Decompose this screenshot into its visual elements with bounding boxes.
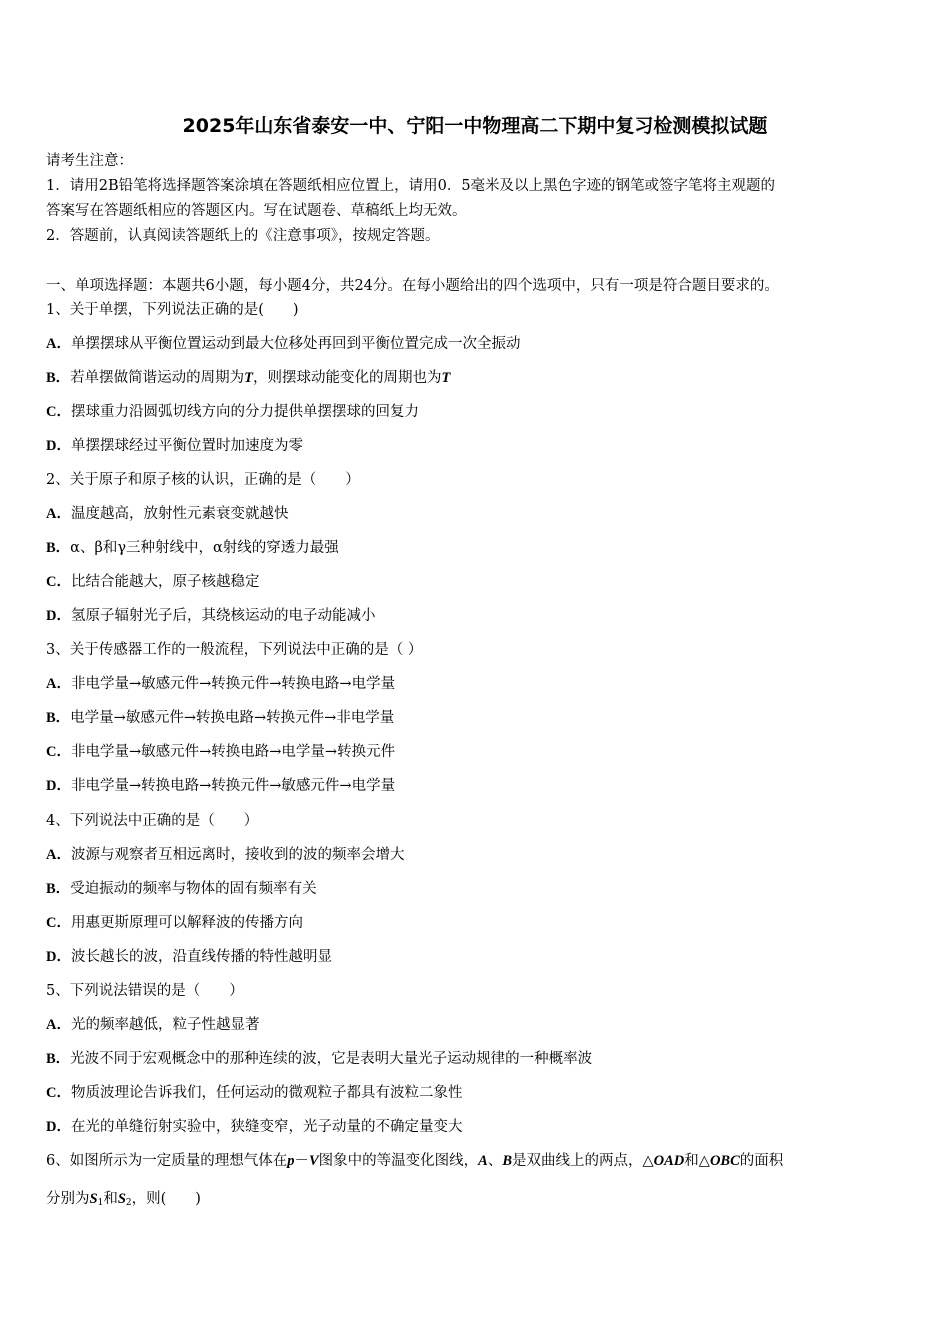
option-letter: D． (46, 778, 71, 794)
subscript-2: 2 (125, 1198, 132, 1208)
option-text: 若单摆做简谐运动的周期为 (70, 370, 245, 386)
question-2-option-b (46, 538, 339, 558)
option-letter: B． (46, 540, 71, 556)
question-6-stem-line-1 (46, 1151, 783, 1171)
question-4-stem: 4、下列说法中正确的是（ ） (46, 813, 259, 829)
option-letter: C． (46, 915, 71, 931)
stem-text: ，则( ) (131, 1191, 201, 1207)
option-text: 比结合能越大，原子核越稳定 (70, 574, 260, 590)
notice-line-1: 1．请用2B铅笔将选择题答案涂填在答题纸相应位置上，请用0．5毫米及以上黑色字迹的钢笔或签字笔将主观题的 (46, 178, 776, 194)
question-3-option-b (46, 708, 394, 728)
option-text: 单摆摆球从平衡位置运动到最大位移处再回到平衡位置完成一次全振动 (70, 336, 521, 352)
area-s1: S (89, 1191, 98, 1207)
option-text: 非电学量→转换电路→转换元件→敏感元件→电学量 (70, 778, 396, 794)
notice-line-3: 2．答题前，认真阅读答题纸上的《注意事项》，按规定答题。 (46, 228, 440, 244)
option-letter: A． (46, 847, 71, 863)
stem-text: 6、如图所示为一定质量的理想气体在 (46, 1153, 288, 1169)
section-heading: 一、单项选择题：本题共6小题，每小题4分，共24分。在每小题给出的四个选项中，只有一项是符合题目要求的。 (46, 278, 779, 294)
option-letter: D． (46, 438, 71, 454)
stem-text: 图象中的等温变化图线， (318, 1153, 479, 1169)
subscript-1: 1 (97, 1198, 104, 1208)
option-text: 电学量→敏感元件→转换电路→转换元件→非电学量 (70, 710, 395, 726)
question-4-option-a (46, 845, 404, 865)
question-1-option-c (46, 402, 419, 422)
option-letter: B． (46, 1051, 71, 1067)
question-4-option-b (46, 879, 317, 899)
option-text: 氢原子辐射光子后，其绕核运动的电子动能减小 (70, 608, 376, 624)
question-1-option-b (46, 368, 450, 388)
stem-text: 分别为 (46, 1191, 90, 1207)
question-2-stem: 2、关于原子和原子核的认识，正确的是（ ） (46, 472, 360, 488)
question-2-option-c (46, 572, 259, 592)
stem-text: － (294, 1153, 309, 1169)
notice-line-2: 答案写在答题纸相应的答题区内。写在试题卷、草稿纸上均无效。 (46, 203, 467, 219)
option-letter: C． (46, 744, 71, 760)
variable-t: T (244, 370, 254, 386)
area-s2: S (117, 1191, 126, 1207)
question-3-option-c (46, 742, 395, 762)
option-letter: C． (46, 1085, 71, 1101)
option-letter: A． (46, 1017, 71, 1033)
question-1-stem: 1、关于单摆，下列说法正确的是( ) (46, 302, 299, 318)
option-text: 波长越长的波，沿直线传播的特性越明显 (70, 949, 332, 965)
option-letter: D． (46, 949, 71, 965)
question-5-stem: 5、下列说法错误的是（ ） (46, 983, 244, 999)
question-1-option-a (46, 334, 520, 354)
option-text: 光波不同于宏观概念中的那种连续的波，它是表明大量光子运动规律的一种概率波 (70, 1051, 593, 1067)
option-letter: D． (46, 1119, 71, 1135)
option-text: α、β和γ三种射线中，α射线的穿透力最强 (70, 540, 339, 556)
question-5-option-b (46, 1049, 592, 1069)
option-text: 波源与观察者互相远离时，接收到的波的频率会增大 (70, 847, 405, 863)
option-text: 光的频率越低，粒子性越显著 (70, 1017, 260, 1033)
option-letter: C． (46, 404, 71, 420)
notice-heading: 请考生注意： (46, 153, 133, 169)
option-text: 单摆摆球经过平衡位置时加速度为零 (70, 438, 303, 454)
option-letter: A． (46, 676, 71, 692)
variable-p: p (287, 1153, 295, 1169)
option-text: 温度越高，放射性元素衰变就越快 (70, 506, 289, 522)
option-text: 用惠更斯原理可以解释波的传播方向 (70, 915, 303, 931)
option-letter: B． (46, 881, 71, 897)
question-3-stem: 3、关于传感器工作的一般流程，下列说法中正确的是（ ） (46, 642, 423, 658)
question-5-option-c (46, 1083, 462, 1103)
question-4-option-c (46, 913, 303, 933)
triangle-obc: OBC (709, 1153, 740, 1169)
question-2-option-a (46, 504, 288, 524)
variable-t: T (441, 370, 451, 386)
question-1-option-d (46, 436, 303, 456)
option-letter: B． (46, 710, 71, 726)
variable-v: V (308, 1153, 319, 1169)
question-2-option-d (46, 606, 375, 626)
question-6-stem-line-2 (46, 1189, 201, 1213)
page-title: 2025年山东省泰安一中、宁阳一中物理高二下期中复习检测模拟试题 (182, 115, 768, 137)
option-letter: D． (46, 608, 71, 624)
option-letter: A． (46, 506, 71, 522)
triangle-oad: OAD (653, 1153, 685, 1169)
stem-text: 的面积 (739, 1153, 784, 1169)
option-text: 受迫振动的频率与物体的固有频率有关 (70, 881, 317, 897)
option-text: 物质波理论告诉我们，任何运动的微观粒子都具有波粒二象性 (70, 1085, 463, 1101)
question-5-option-d (46, 1117, 462, 1137)
option-text: ，则摆球动能变化的周期也为 (253, 370, 442, 386)
stem-text: 、 (487, 1153, 503, 1169)
option-letter: A． (46, 336, 71, 352)
question-5-option-a (46, 1015, 259, 1035)
question-3-option-d (46, 776, 395, 796)
option-text: 非电学量→敏感元件→转换电路→电学量→转换元件 (70, 744, 396, 760)
option-letter: B． (46, 370, 71, 386)
stem-text: 和△ (684, 1153, 710, 1169)
stem-text: 和 (103, 1191, 118, 1207)
option-letter: C． (46, 574, 71, 590)
option-text: 在光的单缝衍射实验中，狭缝变窄，光子动量的不确定量变大 (70, 1119, 463, 1135)
option-text: 非电学量→敏感元件→转换元件→转换电路→电学量 (70, 676, 396, 692)
question-4-option-d (46, 947, 332, 967)
question-3-option-a (46, 674, 395, 694)
stem-text: 是双曲线上的两点，△ (512, 1153, 654, 1169)
point-b: B (502, 1153, 512, 1169)
point-a: A (478, 1153, 488, 1169)
option-text: 摆球重力沿圆弧切线方向的分力提供单摆摆球的回复力 (70, 404, 419, 420)
